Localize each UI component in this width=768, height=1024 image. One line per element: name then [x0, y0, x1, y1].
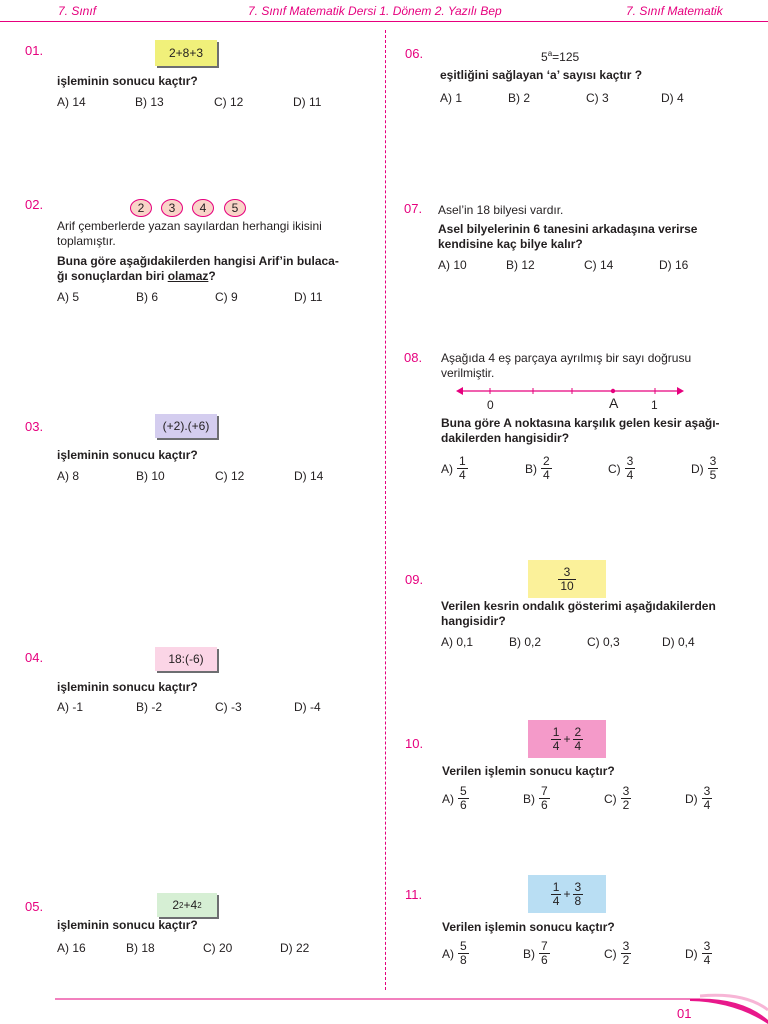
q6-question: eşitliğini sağlayan ‘a’ sayısı kaçtır ? [440, 68, 643, 82]
denominator: 5 [709, 468, 717, 482]
header-right: 7. Sınıf Matematik [626, 4, 723, 18]
numerator: 2 [543, 454, 550, 468]
q7-intro: Asel’in 18 bilyesi vardır. [438, 203, 564, 217]
q10-option-b-label: B) [523, 791, 535, 806]
q10-option-d-label: D) [685, 791, 698, 806]
q1-option-c[interactable]: C) 12 [214, 95, 244, 109]
header-center: 7. Sınıf Matematik Dersi 1. Dönem 2. Yazılı Bep [248, 4, 502, 18]
q11-question: Verilen işlemin sonucu kaçtır? [442, 920, 615, 934]
q7-number: 07. [404, 201, 423, 216]
q7-option-d[interactable]: D) 16 [659, 258, 689, 272]
q4-question: işleminin sonucu kaçtır? [57, 680, 198, 694]
q11-option-b-label: B) [523, 946, 535, 961]
q6-option-c[interactable]: C) 3 [586, 91, 609, 105]
q7-option-c[interactable]: C) 14 [584, 258, 614, 272]
q4-option-c[interactable]: C) -3 [215, 700, 242, 714]
q10-option-b-fraction [539, 785, 550, 812]
q1-option-a[interactable]: A) 14 [57, 95, 86, 109]
q2-number: 02. [25, 197, 44, 212]
q8-number: 08. [404, 350, 423, 365]
q10-number: 10. [405, 736, 424, 751]
q10-option-c-label: C) [604, 791, 617, 806]
q10-option-b[interactable] [523, 785, 550, 812]
denominator: 4 [543, 468, 550, 482]
q11-option-a[interactable] [442, 940, 469, 967]
q10-option-a[interactable] [442, 785, 469, 812]
numerator: 5 [460, 784, 467, 798]
q4-number: 04. [25, 650, 44, 665]
q4-expression: 18:(-6) [155, 647, 217, 671]
q7-option-a[interactable]: A) 10 [438, 258, 467, 272]
q5-option-a[interactable]: A) 16 [57, 941, 86, 955]
q9-denominator: 10 [560, 578, 574, 593]
q3-option-c[interactable]: C) 12 [215, 469, 245, 483]
denominator: 2 [622, 953, 630, 967]
q5-option-c[interactable]: C) 20 [203, 941, 233, 955]
denominator: 6 [541, 798, 548, 812]
numerator: 5 [460, 939, 467, 953]
q5-option-b[interactable]: B) 18 [126, 941, 155, 955]
q9-option-a[interactable]: A) 0,1 [441, 635, 474, 649]
numerator: 3 [626, 454, 634, 468]
q11-option-d-fraction [702, 940, 713, 967]
q8-number-line [455, 384, 685, 398]
q8-option-d-fraction [708, 455, 719, 482]
q2-question [57, 254, 367, 284]
q7-question: Asel bilyelerinin 6 tanesini arkadaşına verirse kendisine kaç bilye kalır? [438, 222, 698, 251]
numerator: 3 [709, 454, 717, 468]
q5-exp1: 2 [179, 900, 184, 910]
q8-question: Buna göre A noktasına karşılık gelen kesir aşağı-dakilerden hangisidir? [441, 416, 720, 445]
q10-question: Verilen işlemin sonucu kaçtır? [442, 764, 615, 778]
q8-option-a[interactable] [441, 455, 468, 482]
q8-option-c[interactable] [608, 455, 635, 482]
q1-option-b[interactable]: B) 13 [135, 95, 164, 109]
q3-option-a[interactable]: A) 8 [57, 469, 80, 483]
numerator: 3 [703, 939, 711, 953]
q9-option-c[interactable]: C) 0,3 [587, 635, 620, 649]
q8-option-c-label: C) [608, 461, 621, 476]
q7-option-b[interactable]: B) 12 [506, 258, 535, 272]
q11-option-b-fraction [539, 940, 550, 967]
denominator: 4 [459, 468, 466, 482]
denominator: 4 [626, 468, 634, 482]
q9-number: 09. [405, 572, 424, 587]
page-number: 01 [677, 1006, 692, 1021]
q11-option-b[interactable] [523, 940, 550, 967]
q2-circle-2: 2 [130, 199, 152, 217]
q9-expression [528, 560, 606, 598]
q10-op: + [563, 732, 571, 746]
q2-intro: Arif çemberlerde yazan sayılardan herhangi ikisini toplamıştır. [57, 219, 322, 248]
numerator: 3 [622, 939, 630, 953]
q11-option-c-fraction [621, 940, 632, 967]
q6-option-d[interactable]: D) 4 [661, 91, 684, 105]
q2-option-c[interactable]: C) 9 [215, 290, 238, 304]
q8-label-a: A [609, 395, 619, 411]
numerator: 7 [541, 939, 548, 953]
q9-question: Verilen kesrin ondalık gösterimi aşağıdakilerden hangisidir? [441, 599, 716, 628]
q5-base1: 2 [172, 898, 180, 912]
q8-option-b[interactable] [525, 455, 552, 482]
q2-question-line2: ğı sonuçlardan biri [57, 269, 168, 283]
q10-option-c[interactable] [604, 785, 631, 812]
numerator: 1 [459, 454, 466, 468]
q5-question: işleminin sonucu kaçtır? [57, 918, 198, 932]
q3-expression: (+2).(+6) [155, 414, 217, 438]
q5-plus: + [183, 898, 191, 912]
q11-d1: 4 [552, 893, 560, 908]
q4-option-b[interactable]: B) -2 [136, 700, 163, 714]
q10-option-a-fraction [458, 785, 469, 812]
header-rule [0, 21, 768, 22]
q10-n1: 1 [552, 724, 560, 739]
q8-option-b-fraction [541, 455, 552, 482]
q9-option-d[interactable]: D) 0,4 [662, 635, 695, 649]
q11-n2: 3 [574, 879, 582, 894]
q3-question: işleminin sonucu kaçtır? [57, 448, 198, 462]
q8-option-b-label: B) [525, 461, 537, 476]
q11-option-d-label: D) [685, 946, 698, 961]
q2-option-d[interactable]: D) 11 [294, 290, 323, 304]
q4-option-d[interactable]: D) -4 [294, 700, 321, 714]
q10-n2: 2 [574, 724, 582, 739]
numerator: 3 [703, 784, 711, 798]
denominator: 8 [460, 953, 467, 967]
q2-question-line1: Buna göre aşağıdakilerden hangisi Arif’in bulaca- [57, 254, 339, 268]
q11-option-c[interactable] [604, 940, 631, 967]
q1-number: 01. [25, 43, 44, 58]
q9-numerator: 3 [563, 564, 571, 579]
q11-option-d[interactable] [685, 940, 712, 967]
q1-question: işleminin sonucu kaçtır? [57, 74, 198, 88]
q6-number: 06. [405, 46, 424, 61]
q8-option-a-label: A) [441, 461, 453, 476]
q8-option-c-fraction [625, 455, 636, 482]
q5-expression [157, 893, 217, 917]
q10-option-d[interactable] [685, 785, 712, 812]
q6-rest: =125 [552, 50, 580, 64]
q8-option-d[interactable] [691, 455, 718, 482]
footer-swoosh [0, 990, 768, 1024]
q11-number: 11. [405, 887, 423, 902]
q6-expression [541, 46, 579, 65]
q11-n1: 1 [552, 879, 560, 894]
header-left: 7. Sınıf [58, 4, 97, 18]
denominator: 6 [460, 798, 467, 812]
q2-question-olamaz: olamaz [167, 269, 209, 283]
q6-exp: a [547, 49, 553, 58]
q6-option-b[interactable]: B) 2 [508, 91, 531, 105]
q11-op: + [563, 887, 571, 901]
q5-base2: 4 [190, 898, 198, 912]
q5-option-d[interactable]: D) 22 [280, 941, 310, 955]
q1-expression: 2+8+3 [155, 40, 217, 66]
q2-circle-3: 3 [161, 199, 183, 217]
numerator: 3 [622, 784, 630, 798]
denominator: 4 [703, 953, 711, 967]
denominator: 6 [541, 953, 548, 967]
q6-base: 5 [541, 50, 548, 64]
q11-option-a-label: A) [442, 946, 454, 961]
q10-d1: 4 [552, 738, 560, 753]
q10-option-a-label: A) [442, 791, 454, 806]
denominator: 2 [622, 798, 630, 812]
q11-option-a-fraction [458, 940, 469, 967]
q8-label-zero: 0 [487, 398, 494, 412]
q2-option-a[interactable]: A) 5 [57, 290, 80, 304]
q2-option-b[interactable]: B) 6 [136, 290, 159, 304]
q8-label-one: 1 [651, 398, 658, 412]
q3-number: 03. [25, 419, 44, 434]
q3-option-b[interactable]: B) 10 [136, 469, 165, 483]
q5-exp2: 2 [197, 900, 202, 910]
q11-expression [528, 875, 606, 913]
q10-option-c-fraction [621, 785, 632, 812]
q4-option-a[interactable]: A) -1 [57, 700, 84, 714]
q3-option-d[interactable]: D) 14 [294, 469, 324, 483]
q2-circle-5: 5 [224, 199, 246, 217]
numerator: 7 [541, 784, 548, 798]
q5-number: 05. [25, 899, 44, 914]
q10-d2: 4 [574, 738, 582, 753]
q11-d2: 8 [574, 893, 582, 908]
q8-option-a-fraction [457, 455, 468, 482]
q8-option-d-label: D) [691, 461, 704, 476]
denominator: 4 [703, 798, 711, 812]
column-divider [385, 30, 386, 990]
q11-option-c-label: C) [604, 946, 617, 961]
q8-intro: Aşağıda 4 eş parçaya ayrılmış bir sayı doğrusu verilmiştir. [441, 351, 692, 380]
q1-option-d[interactable]: D) 11 [293, 95, 322, 109]
q9-option-b[interactable]: B) 0,2 [509, 635, 542, 649]
q10-option-d-fraction [702, 785, 713, 812]
q6-option-a[interactable]: A) 1 [440, 91, 463, 105]
q10-expression [528, 720, 606, 758]
q2-circle-4: 4 [192, 199, 214, 217]
q2-question-mark: ? [208, 269, 216, 283]
